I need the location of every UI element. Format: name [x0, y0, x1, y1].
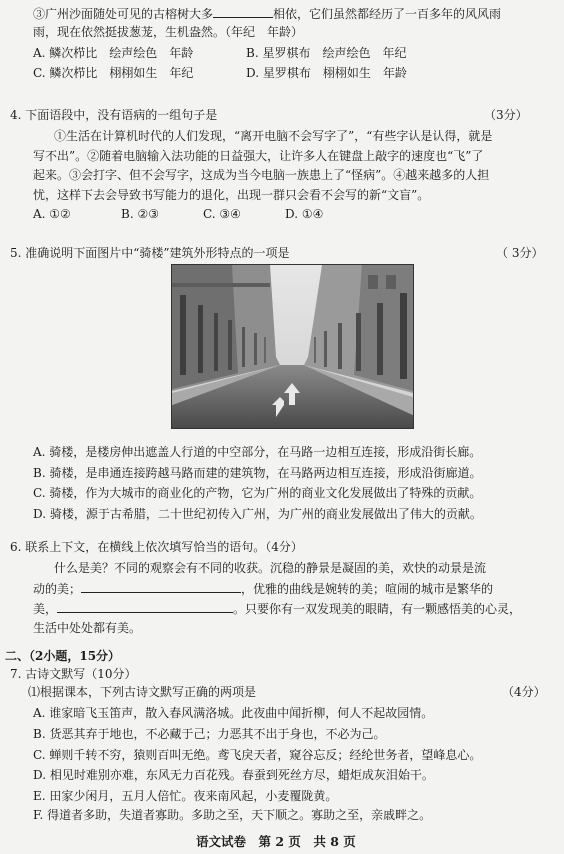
q6-line2-text-a: 动的美； — [33, 582, 82, 596]
q6-line1: 什么是美？不同的观察会有不同的收获。沉稳的静景是凝固的美，欢快的动景是流 — [54, 561, 487, 575]
q4-stem: 4. 下面语段中，没有语病的一组句子是 — [10, 108, 218, 122]
q6-stem: 6. 联系上下文，在横线上依次填写恰当的语句。（4分） — [10, 540, 303, 554]
page-footer: 语文试卷 第 2 页 共 8 页 — [196, 834, 356, 849]
q6-line4: 生活中处处都有美。 — [33, 621, 142, 635]
q5-option-a[interactable]: A. 骑楼，是楼房伸出遮盖人行道的中空部分，在马路一边相互连接，形成沿街长廊。 — [33, 445, 482, 459]
q3-option-b[interactable]: B. 星罗棋布 绘声绘色 年纪 — [246, 46, 407, 60]
q5-option-b[interactable]: B. 骑楼，是串通连接跨越马路而建的建筑物，在马路两边相互连接，形成沿街廊道。 — [33, 466, 482, 480]
q4-option-c[interactable]: C. ③④ — [203, 207, 241, 221]
q7-option-a[interactable]: A. 谁家暗飞玉笛声，散入春风满洛城。此夜曲中闻折柳，何人不起故园情。 — [33, 706, 434, 720]
q4-para-line4: 忧，这样下去会导致书写能力的退化，出现一群只会看不会写的新“文盲”。 — [33, 188, 430, 202]
q7-option-c[interactable]: C. 蝉则千转不穷，猿则百叫无绝。鸢飞戾天者，窥谷忘反；经纶世务者，望峰息心。 — [33, 748, 482, 762]
q3-stem-line2: 雨，现在依然挺拔葱茏，生机盎然。（年纪 年龄） — [33, 25, 304, 39]
q7-option-e[interactable]: E. 田家少闲月，五月人倍忙。夜来南风起，小麦覆陇黄。 — [33, 789, 338, 803]
q5-points: （ 3分） — [496, 246, 544, 260]
q5-option-c[interactable]: C. 骑楼，作为大城市的商业化的产物，它为广州的商业文化发展做出了特殊的贡献。 — [33, 486, 482, 500]
q3-stem-text-a: ③广州沙面随处可见的古榕树大多 — [33, 7, 214, 21]
q5-option-d[interactable]: D. 骑楼，源于古希腊，二十世纪初传入广州，为广州的商业发展做出了伟大的贡献。 — [33, 507, 482, 521]
q6-line3 — [33, 600, 521, 617]
q4-para-line1: ①生活在计算机时代的人们发现，“离开电脑不会写字了”，“有些字认是认得，就是 — [54, 129, 493, 143]
qilou-street-illustration — [172, 265, 413, 428]
q4-options — [33, 206, 323, 222]
q3-answer-blank[interactable] — [213, 5, 273, 18]
q7-option-d[interactable]: D. 相见时难别亦难，东风无力百花残。春蚕到死丝方尽，蜡炬成灰泪始干。 — [33, 768, 434, 782]
q7-option-f[interactable]: F. 得道者多助，失道者寡助。多助之至，天下顺之。寡助之至，亲戚畔之。 — [33, 808, 432, 822]
q6-line2-text-b: ，优雅的曲线是婉转的美；喧闹的城市是繁华的 — [241, 582, 494, 596]
q7-option-b[interactable]: B. 货恶其弃于地也，不必藏于己；力恶其不出于身也，不必为己。 — [33, 727, 386, 741]
q6-answer-blank-1[interactable] — [81, 580, 241, 593]
q3-stem-text-b: 相依，它们虽然都经历了一百多年的风风雨 — [273, 7, 502, 21]
q4-points: （3分） — [484, 108, 528, 122]
q3-option-c[interactable]: C. 鳞次栉比 栩栩如生 年纪 — [33, 66, 194, 80]
q4-option-b[interactable]: B. ②③ — [121, 207, 159, 221]
q6-line2 — [33, 580, 493, 597]
q7-title: 7. 古诗文默写（10分） — [10, 667, 137, 681]
q3-stem-line1 — [33, 5, 501, 22]
q3-option-d[interactable]: D. 星罗棋布 栩栩如生 年龄 — [246, 66, 407, 80]
q7-sub1-stem: ⑴根据课本，下列古诗文默写正确的两项是 — [28, 685, 257, 699]
q7-sub1-points: （4分） — [502, 685, 546, 699]
q4-para-line3: 起来。③会打字、但不会写字，这成为当今电脑一族患上了“怪病”。④越来越多的人担 — [33, 168, 490, 182]
q6-line3-text-b: 。只要你有一双发现美的眼睛，有一颗感悟美的心灵， — [233, 602, 522, 616]
q4-option-a[interactable]: A. ①② — [33, 207, 71, 221]
q4-option-d[interactable]: D. ①④ — [285, 207, 324, 221]
q6-answer-blank-2[interactable] — [57, 600, 233, 613]
q5-stem: 5. 准确说明下面图片中“骑楼”建筑外形特点的一项是 — [10, 246, 290, 260]
q4-para-line2: 写不出”。②随着电脑输入法功能的日益强大，让许多人在键盘上敲字的速度也“飞”了 — [33, 149, 484, 163]
section-2-heading: 二、（2小题，15分） — [5, 649, 121, 663]
q6-line3-text-a: 美， — [33, 602, 58, 616]
qilou-street-photo — [171, 264, 414, 429]
q3-option-a[interactable]: A. 鳞次栉比 绘声绘色 年龄 — [33, 46, 194, 60]
